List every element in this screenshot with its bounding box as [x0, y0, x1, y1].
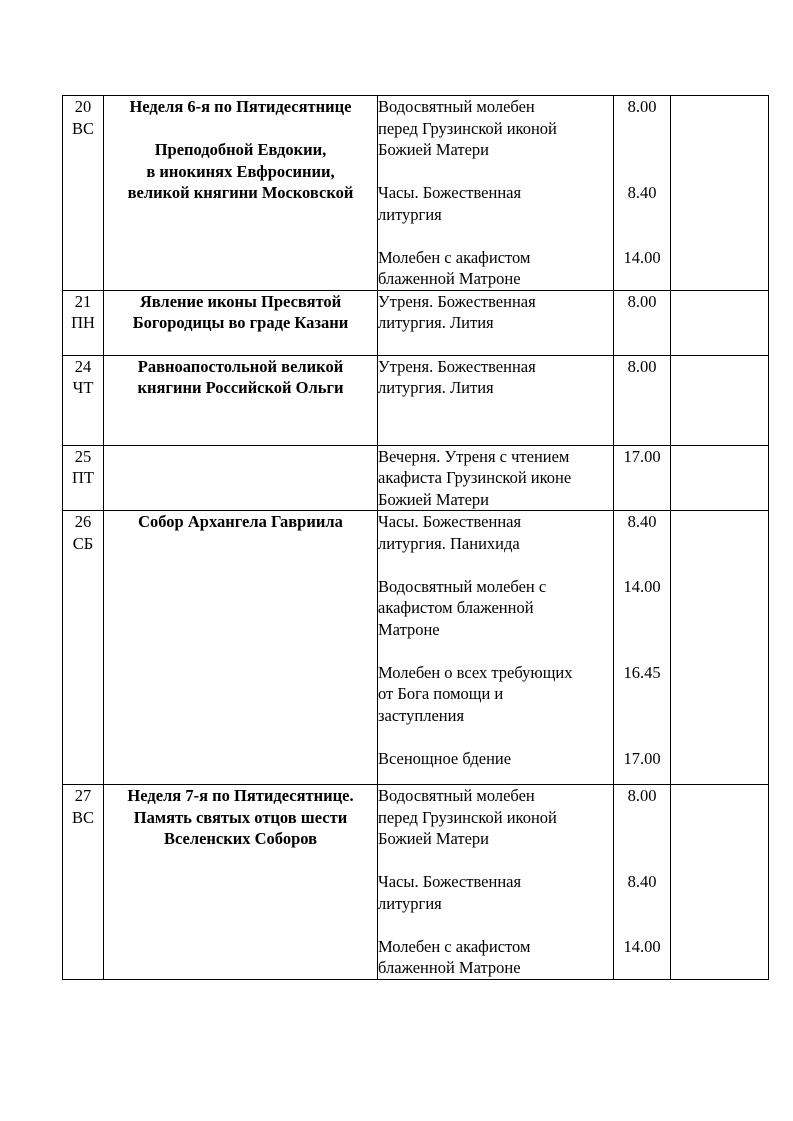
- time-line: [614, 161, 670, 183]
- service-line: блаженной Матроне: [378, 269, 521, 288]
- services-cell: [378, 355, 614, 445]
- service-line: [378, 726, 613, 748]
- service-line: перед Грузинской иконой: [378, 118, 557, 138]
- table-row: [63, 96, 769, 291]
- service-line: от Бога помощи и: [378, 684, 504, 703]
- time-line: [614, 597, 670, 619]
- times-cell: [614, 511, 671, 785]
- service-line: Божией Матери: [378, 829, 490, 848]
- service-line: Вечерня. Утреня с чтением: [378, 446, 570, 466]
- service-line: [378, 225, 613, 247]
- table-row: [63, 785, 769, 980]
- time-line: [614, 139, 670, 161]
- service-line: литургия. Лития: [378, 378, 494, 397]
- time-line: 8.40: [627, 872, 657, 891]
- time-line: 8.40: [627, 512, 657, 531]
- services-cell: [378, 290, 614, 355]
- services-cell: [378, 96, 614, 291]
- time-line: 16.45: [623, 662, 661, 682]
- times-cell: [614, 96, 671, 291]
- day-number: 26: [74, 512, 92, 531]
- feast-line: Богородицы во граде Казани: [132, 313, 349, 332]
- notes-cell: [671, 355, 769, 445]
- service-line: Божией Матери: [378, 140, 490, 159]
- feast-line: Равноапостольной великой: [137, 356, 344, 376]
- feast-line: великой княгини Московской: [127, 183, 354, 202]
- day-number: 20: [74, 97, 92, 116]
- services-cell: [378, 511, 614, 785]
- feast-cell: [104, 785, 378, 980]
- time-line: [614, 533, 670, 555]
- service-line: [378, 640, 613, 662]
- feast-line: Неделя 7-я по Пятидесятнице.: [127, 786, 354, 805]
- service-line: литургия: [378, 893, 442, 913]
- service-line: Часы. Божественная: [378, 512, 522, 531]
- time-line: [614, 893, 670, 915]
- time-line: [614, 467, 670, 489]
- time-line: 8.00: [627, 97, 657, 116]
- time-line: [614, 705, 670, 727]
- notes-cell: [671, 290, 769, 355]
- feast-line: Память святых отцов шести: [133, 807, 348, 827]
- date-cell: [63, 785, 104, 980]
- services-cell: [378, 785, 614, 980]
- time-line: [614, 377, 670, 399]
- service-line: Молебен с акафистом: [378, 936, 531, 956]
- time-line: [614, 850, 670, 872]
- feast-cell: [104, 445, 378, 511]
- time-line: [614, 554, 670, 576]
- services-cell: [378, 445, 614, 511]
- time-line: [614, 683, 670, 705]
- feast-line: Собор Архангела Гавриила: [138, 512, 343, 531]
- table-row: [63, 511, 769, 785]
- service-line: литургия. Лития: [378, 313, 494, 332]
- feast-line: [104, 118, 377, 140]
- time-line: 14.00: [623, 576, 661, 596]
- time-line: [614, 204, 670, 226]
- time-line: [614, 118, 670, 140]
- service-line: литургия. Панихида: [378, 533, 520, 553]
- time-line: [614, 957, 670, 979]
- date-cell: [63, 355, 104, 445]
- time-line: [614, 914, 670, 936]
- notes-cell: [671, 445, 769, 511]
- date-cell: [63, 511, 104, 785]
- feast-cell: [104, 96, 378, 291]
- time-line: 8.40: [627, 183, 657, 202]
- day-number: 25: [74, 446, 92, 466]
- feast-line: в инокинях Евфросинии,: [146, 161, 335, 181]
- table-row: [63, 290, 769, 355]
- feast-cell: [104, 511, 378, 785]
- schedule-body: [63, 96, 769, 980]
- weekday: ПТ: [72, 468, 94, 487]
- times-cell: [614, 355, 671, 445]
- service-line: Всенощное бдение: [378, 748, 512, 768]
- date-cell: [63, 445, 104, 511]
- feast-line: Неделя 6-я по Пятидесятнице: [129, 97, 352, 116]
- time-line: 8.00: [627, 291, 657, 311]
- time-line: [614, 619, 670, 641]
- service-line: Молебен о всех требующих: [378, 662, 573, 682]
- time-line: [614, 726, 670, 748]
- service-line: Матроне: [378, 619, 440, 639]
- time-line: [614, 640, 670, 662]
- date-cell: [63, 290, 104, 355]
- time-line: 17.00: [623, 446, 661, 466]
- time-line: [614, 225, 670, 247]
- time-line: [614, 807, 670, 829]
- feast-line: Явление иконы Пресвятой: [139, 291, 342, 311]
- time-line: 14.00: [623, 247, 661, 267]
- notes-cell: [671, 511, 769, 785]
- service-line: акафистом блаженной: [378, 598, 534, 617]
- service-line: Водосвятный молебен: [378, 97, 535, 116]
- feast-cell: [104, 355, 378, 445]
- feast-line: Преподобной Евдокии,: [154, 140, 327, 159]
- time-line: [614, 828, 670, 850]
- time-line: [614, 268, 670, 290]
- service-line: Утреня. Божественная: [378, 291, 536, 311]
- service-line: Утреня. Божественная: [378, 356, 536, 376]
- feast-line: Вселенских Соборов: [163, 829, 318, 848]
- service-line: [378, 850, 613, 872]
- times-cell: [614, 785, 671, 980]
- schedule-table: [62, 95, 769, 980]
- service-line: перед Грузинской иконой: [378, 807, 557, 827]
- weekday: ПН: [71, 313, 95, 332]
- service-line: блаженной Матроне: [378, 958, 521, 977]
- time-line: 8.00: [627, 786, 657, 805]
- time-line: [614, 489, 670, 511]
- times-cell: [614, 445, 671, 511]
- service-line: заступления: [378, 705, 465, 725]
- service-line: [378, 914, 613, 936]
- service-line: Божией Матери: [378, 489, 490, 509]
- times-cell: [614, 290, 671, 355]
- weekday: ВС: [71, 807, 94, 827]
- feast-line: княгини Российской Ольги: [137, 378, 344, 397]
- weekday: ЧТ: [72, 378, 94, 397]
- service-line: [378, 161, 613, 183]
- date-cell: [63, 96, 104, 291]
- notes-cell: [671, 785, 769, 980]
- service-line: Водосвятный молебен с: [378, 576, 547, 596]
- service-line: Часы. Божественная: [378, 872, 522, 891]
- service-line: Водосвятный молебен: [378, 786, 535, 805]
- weekday: СБ: [72, 533, 94, 553]
- time-line: 17.00: [623, 748, 661, 768]
- service-line: литургия: [378, 204, 442, 224]
- service-line: акафиста Грузинской иконе: [378, 468, 572, 487]
- day-number: 24: [74, 356, 92, 376]
- service-line: Часы. Божественная: [378, 183, 522, 202]
- day-number: 27: [74, 786, 92, 805]
- time-line: 8.00: [627, 356, 657, 376]
- table-row: [63, 355, 769, 445]
- time-line: [614, 312, 670, 334]
- table-row: [63, 445, 769, 511]
- service-line: [378, 554, 613, 576]
- weekday: ВС: [71, 118, 94, 138]
- feast-cell: [104, 290, 378, 355]
- service-line: Молебен с акафистом: [378, 247, 531, 267]
- day-number: 21: [74, 291, 92, 311]
- notes-cell: [671, 96, 769, 291]
- time-line: 14.00: [623, 936, 661, 956]
